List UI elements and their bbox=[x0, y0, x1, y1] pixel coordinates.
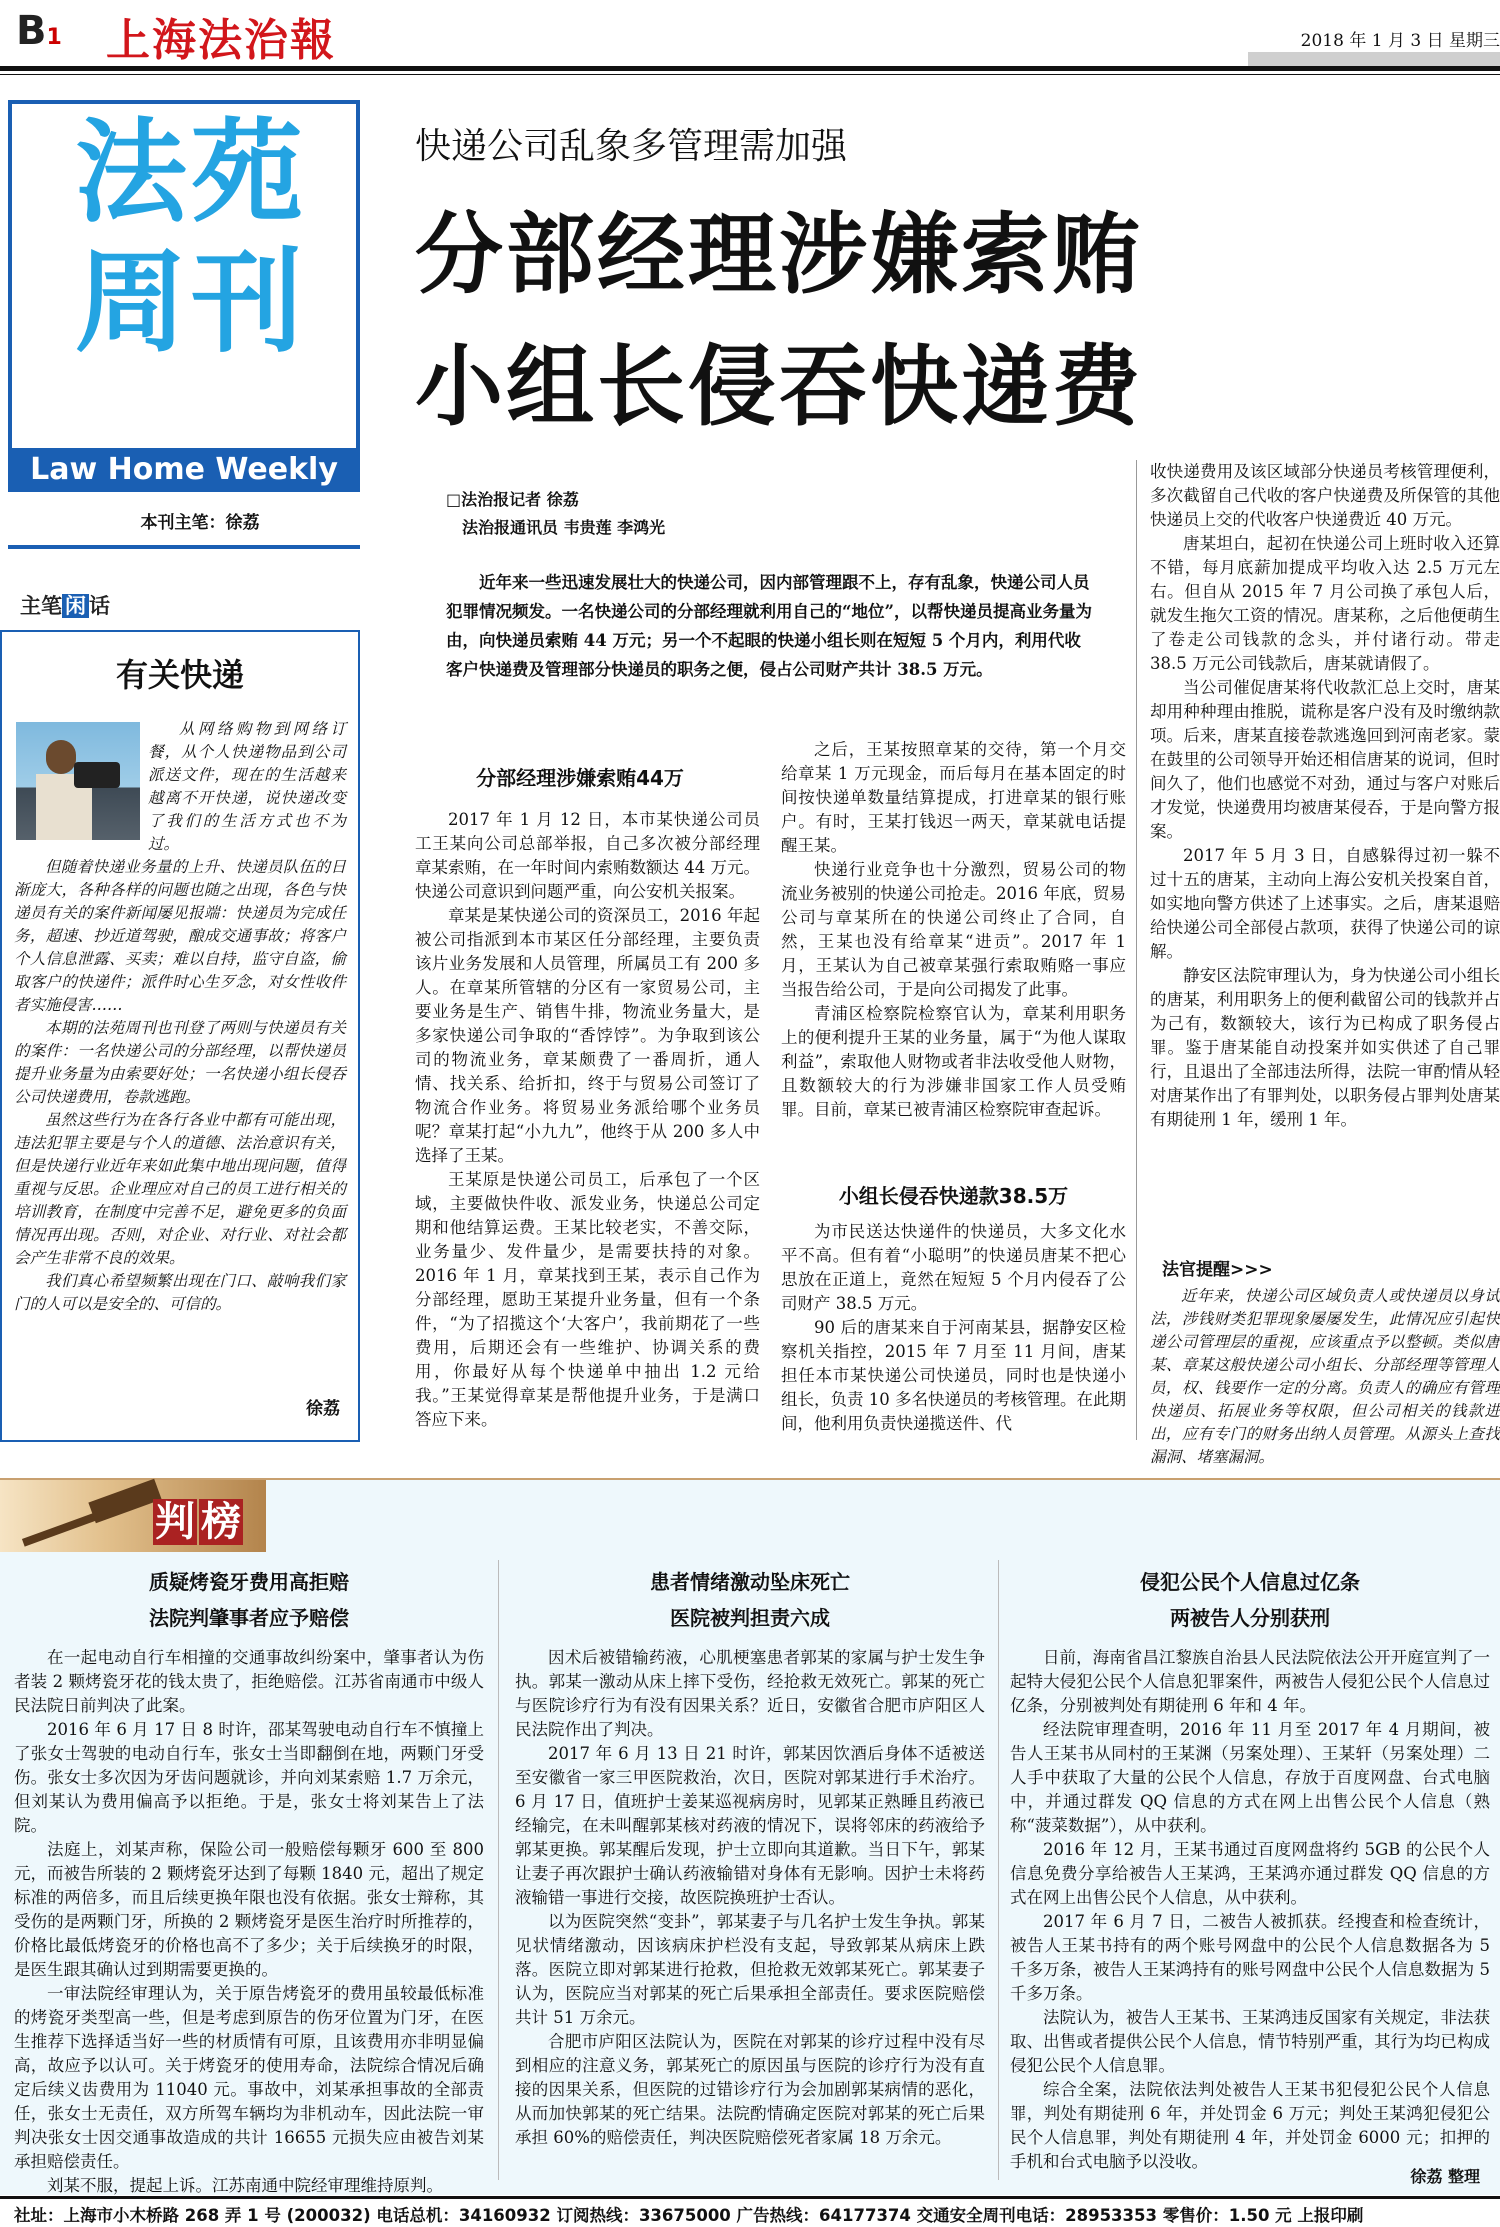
tip-text: 近年来，快递公司区域负责人或快递员以身试法，涉钱财类犯罪现象屡屡发生，此情况应引起快递公司管理层的重视，应该重点予以整顿。类似唐某、章某这般快递公司小组长、分部经理等管理人员，权、钱要作一定的分离。负责人的确应有管理快递员、拓展业务等权限，但公司相关的钱款进出，应有专门的财务出纳人员管理。从源头上查找漏洞、堵塞漏洞。 bbox=[1150, 1287, 1500, 1466]
chief-editor: 本刊主笔：徐荔 bbox=[140, 513, 260, 533]
article-paragraph: 之后，王某按照章某的交待，第一个月交给章某 1 万元现金，而后每月在基本固定的时间按快递单数量结算提成，打进章某的银行账户。有时，王某打钱迟一两天，章某就电话提醒王某。 bbox=[781, 740, 1126, 855]
column-paragraph: 但随着快递业务量的上升、快递员队伍的日渐庞大，各种各样的问题也随之出现，各色与快递员有关的案件新闻屡见报端：快递员为完成任务，超速、抄近道驾驶，酿成交通事故；将客户个人信息泄露、买卖；难以自持，监守自盗，偷取客户的快递件；派件时心生歹念，对女性收件者实施侵害…… bbox=[14, 858, 346, 1014]
lead-column-a bbox=[415, 808, 760, 1432]
section-title: 判 榜 bbox=[155, 1499, 241, 1545]
masthead-rule bbox=[8, 545, 360, 549]
header-rule-thin bbox=[0, 74, 1500, 75]
article-paragraph: 青浦区检察院检察官认为，章某利用职务上的便利提升王某的业务量，属于“为他人谋取利益”，索取他人财物或者非法收受他人财物，且数额较大的行为涉嫌非国家工作人员受贿罪。目前，章某已被青浦区检察院审查起诉。 bbox=[781, 1004, 1126, 1119]
byline-correspondents: 法治报通讯员 韦贵莲 李鸿光 bbox=[462, 518, 666, 537]
column-kicker bbox=[20, 590, 110, 620]
header-gray-bar bbox=[1248, 52, 1500, 66]
case-3-body bbox=[1010, 1646, 1490, 2174]
article-paragraph: 90 后的唐某来自于河南某县，据静安区检察机关指控，2015 年 7 月至 11 月间，唐某担任本市某快递公司快递员，同时也是快递小组长，负责 10 多名快递员的考核管理。在此期间，他利用负责快递揽送件、代 bbox=[781, 1318, 1126, 1433]
article-paragraph: 2016 年 12 月，王某书通过百度网盘将约 5GB 的公民个人信息免费分享给被告人王某鸿，王某鸿亦通过群发 QQ 信息的方式在网上出售公民个人信息，从中获利。 bbox=[1010, 1840, 1490, 1907]
column-paragraph: 本期的法苑周刊也刊登了两则与快递员有关的案件：一名快递公司的分部经理，以帮快递员提升业务量为由索要好处；一名快递小组长侵吞公司快递费用，卷款逃跑。 bbox=[14, 1019, 346, 1106]
column-body bbox=[14, 718, 346, 1316]
summary-text: 近年来一些迅速发展壮大的快递公司，因内部管理跟不上，存有乱象，快递公司人员犯罪情况频发。一名快递公司的分部经理就利用自己的“地位”，以帮快递员提高业务量为由，向快递员索贿 44 万元；另一个不起眼的快递小组长则在短短 5 个月内，利用代收客户快递费及管理部分快递员的职务之便，侵占公司财产共计 38.5 万元。 bbox=[446, 573, 1092, 679]
article-paragraph: 唐某坦白，起初在快递公司上班时收入还算不错，每月底薪加提成平均收入达 2.5 万元左右。但自从 2015 年 7 月公司换了承包人后，就发生拖欠工资的情况。唐某称，之后他便萌生了卷走公司钱款的念头，并付诸行动。带走 38.5 万元公司钱款后，唐某就请假了。 bbox=[1150, 534, 1500, 673]
kicker-part-1: 主笔 bbox=[20, 594, 62, 618]
lead-kicker: 快递公司乱象多管理需加强 bbox=[415, 126, 848, 167]
article-paragraph: 2016 年 6 月 17 日 8 时许，邵某驾驶电动自行车不慎撞上了张女士驾驶的电动自行车，张女士当即翻倒在地，两颗门牙受伤。张女士多次因为牙齿问题就诊，并向刘某索赔 1.7 万余元，但刘某认为费用偏高予以拒绝。于是，张女士将刘某告上了法院。 bbox=[14, 1720, 484, 1835]
lead-summary bbox=[446, 568, 1096, 684]
article-paragraph: 刘某不服，提起上诉。江苏南通中院经审理维持原判。 bbox=[47, 2176, 443, 2195]
kicker-part-3: 话 bbox=[89, 594, 110, 618]
case-3-head-1: 侵犯公民个人信息过亿条 bbox=[1140, 1570, 1360, 1594]
subheading-1: 分部经理涉嫌索贿44万 bbox=[476, 766, 684, 790]
article-paragraph: 王某原是快递公司员工，后承包了一个区域，主要做快件收、派发业务，快递总公司定期和他结算运费。王某比较老实，不善交际，业务量少、发件量少，是需要扶持的对象。2016 年 1 月，章某找到王某，表示自己作为分部经理，愿助王某提升业务量，但有一个条件，“为了招揽这个‘大客户’，我前期花了一些费用，后期还会有一些维护、协调关系的费用，你最好从每个快递单中抽出 1.2 元给我。”王某觉得章某是帮他提升业务，于是满口答应下来。 bbox=[415, 1170, 760, 1429]
article-paragraph: 在一起电动自行车相撞的交通事故纠纷案中，肇事者认为伤者装 2 颗烤瓷牙花的钱太贵了，拒绝赔偿。江苏省南通市中级人民法院日前判决了此案。 bbox=[14, 1648, 484, 1715]
article-paragraph: 当公司催促唐某将代收款汇总上交时，唐某却用种种理由推脱，谎称是客户没有及时缴纳款项。后来，唐某直接卷款逃逸回到河南老家。蒙在鼓里的公司领导开始还相信唐某的说词，但时间久了，他们也感觉不对劲，通过与客户对账后才发觉，快递费用均被唐某侵吞，于是向警方报案。 bbox=[1150, 678, 1500, 841]
header-rule bbox=[0, 66, 1500, 71]
lead-column-b bbox=[781, 738, 1126, 1122]
article-paragraph: 法庭上，刘某声称，保险公司一般赔偿每颗牙 600 至 800 元，而被告所装的 2 颗烤瓷牙达到了每颗 1840 元，超出了规定标准的两倍多，而且后续更换年限也没有依据。张女士辩称，其受伤的是两颗门牙，所换的 2 颗烤瓷牙是医生治疗时所推荐的，价格比最低烤瓷牙的价格也高不了多少；关于后续换牙的时限，是医生跟其确认过到期需要更换的。 bbox=[14, 1840, 484, 1979]
page-number bbox=[16, 8, 62, 54]
judge-tip bbox=[1150, 1285, 1500, 1469]
case-1-head-2: 法院判肇事者应予赔偿 bbox=[149, 1606, 349, 1630]
masthead-english: Law Home Weekly bbox=[8, 448, 360, 492]
case-3-head-2: 两被告人分别获刑 bbox=[1170, 1606, 1330, 1630]
column-divider bbox=[1136, 460, 1137, 1440]
lead-headline-2: 小组长侵吞快递费 bbox=[415, 335, 1144, 438]
article-paragraph: 日前，海南省昌江黎族自治县人民法院依法公开开庭宣判了一起特大侵犯公民个人信息犯罪案件，两被告人侵犯公民个人信息过亿条，分别被判处有期徒刑 6 年和 4 年。 bbox=[1010, 1648, 1490, 1715]
newspaper-brand: 上海法治報 bbox=[106, 15, 336, 66]
article-paragraph: 静安区法院审理认为，身为快递公司小组长的唐某，利用职务上的便利截留公司的钱款并占为己有，数额较大，该行为已构成了职务侵占罪。鉴于唐某能自动投案并如实供述了自己罪行，且退出了全部违法所得，法院一审酌情从轻对唐某作出了有罪判处，以职务侵占罪判处唐某有期徒刑 1 年，缓刑 1 年。 bbox=[1150, 966, 1500, 1129]
page-letter: B bbox=[16, 8, 47, 54]
article-paragraph: 法院认为，被告人王某书、王某鸿违反国家有关规定，非法获取、出售或者提供公民个人信息，情节特别严重，其行为均已构成侵犯公民个人信息罪。 bbox=[1010, 2008, 1490, 2075]
article-paragraph: 章某是某快递公司的资深员工，2016 年起被公司指派到本市某区任分部经理，主要负责该片业务发展和人员管理，所属员工有 200 多人。在章某所管辖的分区有一家贸易公司，主要业务是生产、销售牛排，物流业务量大，是多家快递公司争取的“香饽饽”。为争取到该公司的物流业务，章某颇费了一番周折，通人情、找关系、给折扣，终于与贸易公司签订了物流合作业务。将贸易业务派给哪个业务员呢？章某打起“小九九”，他终于从 200 多人中选择了王某。 bbox=[415, 906, 760, 1165]
article-paragraph: 综合全案，法院依法判处被告人王某书犯侵犯公民个人信息罪，判处有期徒刑 6 年，并处罚金 6 万元；判处王某鸿犯侵犯公民个人信息罪，判处有期徒刑 4 年，并处罚金 6000 元；扣押的手机和台式电脑予以没收。 bbox=[1010, 2080, 1490, 2171]
case-1-headline bbox=[14, 1564, 484, 1636]
column-paragraph: 虽然这些行为在各行各业中都有可能出现，违法犯罪主要是与个人的道德、法治意识有关，但是快递行业近年来如此集中地出现问题，值得重视与反思。企业理应对自己的员工进行相关的培训教育，在制度中完善不足，避免更多的负面情况再出现。否则，对企业、对行业、对社会都会产生非常不良的效果。 bbox=[14, 1111, 346, 1267]
byline bbox=[446, 486, 665, 542]
case-2-head-1: 患者情绪激动坠床死亡 bbox=[650, 1570, 850, 1594]
subheading-2: 小组长侵吞快递款38.5万 bbox=[838, 1184, 1069, 1208]
footer-rule bbox=[0, 2196, 1500, 2199]
article-paragraph: 因术后被错输药液，心肌梗塞患者郭某的家属与护士发生争执。郭某一激动从床上摔下受伤，经抢救无效死亡。郭某的死亡与医院诊疗行为有没有因果关系？近日，安徽省合肥市庐阳区人民法院作出了判决。 bbox=[515, 1648, 985, 1739]
kicker-part-2: 闲 bbox=[62, 594, 89, 618]
article-paragraph: 收快递费用及该区域部分快递员考核管理便利，多次截留自己代收的客户快递费及所保管的其他快递员上交的代收客户快递费近 40 万元。 bbox=[1150, 462, 1500, 529]
article-paragraph: 2017 年 5 月 3 日，自感躲得过初一躲不过十五的唐某，主动向上海公安机关投案自首，如实地向警方供述了上述事实。之后，唐某退赔给快递公司全部侵占款项，获得了快递公司的谅解。 bbox=[1150, 846, 1500, 961]
case-1-body bbox=[14, 1646, 484, 2198]
article-paragraph: 2017 年 6 月 13 日 21 时许，郭某因饮酒后身体不适被送至安徽省一家三甲医院救治，次日，医院对郭某进行手术治疗。6 月 17 日，值班护士姜某巡视病房时，见郭某正熟睡且药液已经输完，在未叫醒郭某核对药液的情况下，误将邻床的药液给予郭某更换。郭某醒后发现，护士立即向其道歉。当日下午，郭某让妻子再次跟护士确认药液输错对身体有无影响。因护士未将药液输错一事进行交接，故医院换班护士否认。 bbox=[515, 1744, 985, 1907]
case-2-headline bbox=[515, 1564, 985, 1636]
footer-info: 社址：上海市小木桥路 268 弄 1 号 (200032) 电话总机：34160932 订阅热线：33675000 广告热线：64177374 交通安全周刊电话：28953353 零售价：1.50 元 上报印刷 bbox=[14, 2206, 1364, 2225]
case-3-headline bbox=[1010, 1564, 1490, 1636]
page-num: 1 bbox=[46, 25, 62, 50]
case-3-signature: 徐荔 整理 bbox=[1410, 2167, 1480, 2186]
article-paragraph: 合肥市庐阳区法院认为，医院在对郭某的诊疗过程中没有尽到相应的注意义务，郭某死亡的原因虽与医院的诊疗行为没有直接的因果关系，但医院的过错诊疗行为会加剧郭某病情的恶化，从而加快郭某的死亡结果。法院酌情确定医院对郭某的死亡后果承担 60%的赔偿责任，判决医院赔偿死者家属 18 万余元。 bbox=[515, 2032, 985, 2147]
article-paragraph: 经法院审理查明，2016 年 11 月至 2017 年 4 月期间，被告人王某书从同村的王某渊（另案处理）、王某轩（另案处理）二人手中获取了大量的公民个人信息，存放于百度网盘、台式电脑中，并通过群发 QQ 信息的方式在网上出售公民个人信息（熟称“菠菜数据”），从中获利。 bbox=[1010, 1720, 1490, 1835]
case-1-head-1: 质疑烤瓷牙费用高拒赔 bbox=[149, 1570, 349, 1594]
column-title: 有关快递 bbox=[115, 656, 244, 694]
column-signature: 徐荔 bbox=[306, 1399, 340, 1419]
column-divider bbox=[998, 1560, 999, 2180]
column-paragraph: 我们真心希望频繁出现在门口、敲响我们家门的人可以是安全的、可信的。 bbox=[14, 1272, 346, 1313]
case-2-head-2: 医院被判担责六成 bbox=[670, 1606, 830, 1630]
article-paragraph: 2017 年 1 月 12 日，本市某快递公司员工王某向公司总部举报，自己多次被分部经理章某索贿，在一年时间内索贿数额达 44 万元。快递公司意识到问题严重，向公安机关报案。 bbox=[415, 810, 760, 901]
column-divider bbox=[498, 1560, 499, 2180]
case-2-body bbox=[515, 1646, 985, 2150]
column-paragraph: 从网络购物到网络订餐，从个人快递物品到公司派送文件，现在的生活越来越离不开快递，说快递改变了我们的生活方式也不为过。 bbox=[148, 720, 346, 853]
judge-tip-heading: 法官提醒>>> bbox=[1162, 1260, 1273, 1280]
lead-column-c bbox=[1150, 460, 1500, 1132]
byline-reporter: □法治报记者 徐荔 bbox=[446, 490, 579, 509]
issue-date: 2018 年 1 月 3 日 星期三 bbox=[1300, 31, 1500, 51]
lead-column-b2 bbox=[781, 1220, 1126, 1436]
article-paragraph: 一审法院经审理认为，关于原告烤瓷牙的费用虽较最低标准的烤瓷牙类型高一些，但是考虑到原告的伤牙位置为门牙，在医生推荐下选择适当好一些的材质情有可原，且该费用亦非明显偏高，故应予以认可。关于烤瓷牙的使用寿命，法院综合情况后确定后续义齿费用为 11040 元。事故中，刘某承担事故的全部责任，张女士无责任，双方所驾车辆均为非机动车，因此法院一审判决张女士因交通事故造成的共计 16655 元损失应由被告刘某承担赔偿责任。 bbox=[14, 1984, 484, 2171]
article-paragraph: 2017 年 6 月 7 日，二被告人被抓获。经搜查和检查统计，被告人王某书持有的两个账号网盘中的公民个人信息数据各为 5 千多万条，被告人王某鸿持有的账号网盘中公民个人信息数据为 5 千多万条。 bbox=[1010, 1912, 1490, 2003]
lead-headline-1: 分部经理涉嫌索贿 bbox=[415, 203, 1144, 306]
article-paragraph: 为市民送达快递件的快递员，大多文化水平不高。但有着“小聪明”的快递员唐某不把心思放在正道上，竟然在短短 5 个月内侵吞了公司财产 38.5 万元。 bbox=[781, 1222, 1126, 1313]
masthead-title: 法苑 周刊 bbox=[75, 108, 307, 368]
article-paragraph: 以为医院突然“变卦”，郭某妻子与几名护士发生争执。郭某见状情绪激动，因该病床护栏没有支起，导致郭某从病床上跌落。医院立即对郭某进行抢救，但抢救无效郭某死亡。郭某妻子认为，医院应当对郭某的死亡后果承担全部责任。要求医院赔偿共计 51 万余元。 bbox=[515, 1912, 985, 2027]
article-paragraph: 快递行业竞争也十分激烈，贸易公司的物流业务被别的快递公司抢走。2016 年底，贸易公司与章某所在的快递公司终止了合同，自然，王某也没有给章某“进贡”。2017 年 1 月，王某认为自己被章某强行索取贿赂一事应当报告给公司，于是向公司揭发了此事。 bbox=[781, 860, 1126, 999]
